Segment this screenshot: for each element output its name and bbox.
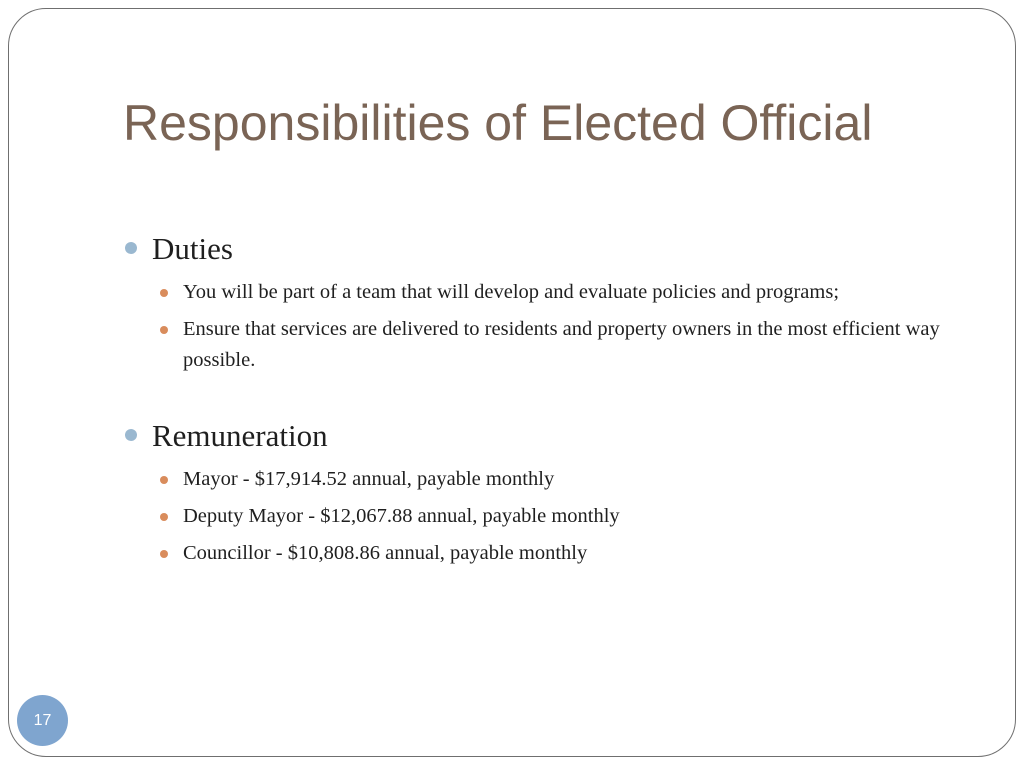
section-heading-duties: Duties [152,231,233,266]
section-heading-remuneration: Remuneration [152,418,328,453]
bullet-dot-icon [125,242,137,254]
bullet-level1 [122,416,942,456]
remuneration-item-mayor: Mayor - $17,914.52 annual, payable monthly [183,468,555,490]
bullet-dot-icon [160,326,168,334]
duty-item: Ensure that services are delivered to residents and property owners in the most efficient way possible. [183,318,940,371]
slide-frame [8,8,1016,757]
bullet-level2 [122,314,942,376]
bullet-dot-icon [125,429,137,441]
bullet-level1 [122,229,942,269]
bullet-dot-icon [160,550,168,558]
section-duties [122,229,942,376]
bullet-dot-icon [160,289,168,297]
duty-item: You will be part of a team that will develop and evaluate policies and programs; [183,281,840,303]
bullet-level2 [122,538,942,569]
bullet-level2 [122,464,942,495]
slide-number-badge: 17 [17,695,68,746]
section-remuneration [122,416,942,569]
bullet-dot-icon [160,476,168,484]
slide-title: Responsibilities of Elected Official [123,95,873,151]
remuneration-item-deputy-mayor: Deputy Mayor - $12,067.88 annual, payable monthly [183,505,620,527]
bullet-dot-icon [160,513,168,521]
remuneration-item-councillor: Councillor - $10,808.86 annual, payable monthly [183,542,588,564]
bullet-level2 [122,277,942,308]
slide-content [122,229,942,575]
bullet-level2 [122,501,942,532]
